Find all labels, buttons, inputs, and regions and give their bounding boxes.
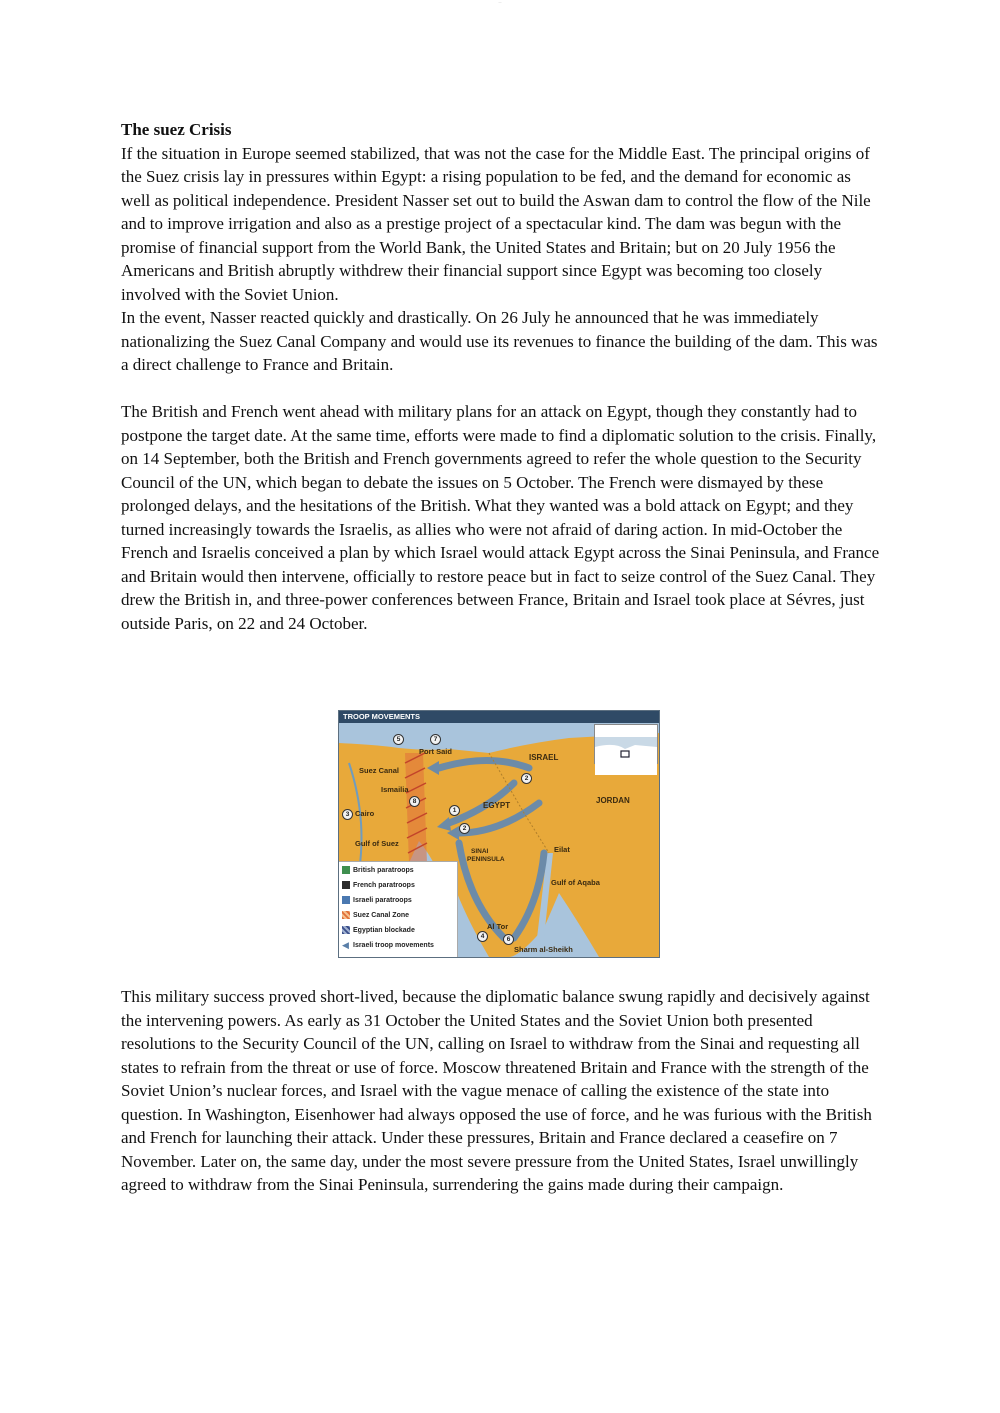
legend-french-paratroops [342,880,415,892]
aftermath-paragraph: This military success proved short-lived, because the diplomatic balance swung rapidly and decisively against the intervening powers. As early as 31 October the United States and the Soviet Union both presented resolutions to the Security Council of the UN, calling on Israel to withdraw from the Sinai and requesting all states to refrain from the threat or use of force. Moscow threatened Britain and France with the strength of the Soviet Union’s nuclear forces, and Israel with the vague menace of calling the existence of the state into question. In Washington, Eisenhower had always opposed the use of force, and he was furious with the British and French for launching their attack. Under these pressures, Britain and France declared a ceasefire on 7 November. Later on, the same day, under the most severe pressure from the United States, Israel unwillingly agreed to withdraw from the Sinai Peninsula, surrendering the gains made during their campaign. [121,987,872,1194]
legend-egyptian-blockade [342,925,415,937]
document-title: The suez Crisis [121,120,232,139]
page-header-mark: — [498,0,502,4]
intro-section [121,118,881,377]
marker-4: 4 [477,931,488,942]
marker-2b: 2 [459,823,470,834]
marker-3: 3 [342,809,353,820]
label-cairo: Cairo [355,809,375,818]
legend-british-paratroops [342,865,414,877]
label-sinai: SINAI [471,848,489,855]
plans-section [121,400,881,635]
legend-israeli-paratroops [342,895,412,907]
label-egypt: EGYPT [483,801,511,810]
map-legend [339,861,458,958]
locator-graphic [595,737,657,775]
label-gulf-of-aqaba: Gulf of Aqaba [551,878,600,887]
legend-label: Israeli paratroops [353,897,412,904]
label-ismailia: Ismailia [381,785,409,794]
label-gulf-of-suez: Gulf of Suez [355,839,399,848]
label-suez-canal: Suez Canal [359,766,400,775]
blockade-icon [342,926,350,934]
locator-inset [594,724,658,764]
troop-movements-map [338,710,660,958]
map-title: TROOP MOVEMENTS [339,711,659,723]
label-peninsula: PENINSULA [467,856,505,863]
intro-paragraph-1: If the situation in Europe seemed stabilized, that was not the case for the Middle East. The principal origins of the Suez crisis lay in pressures within Egypt: a rising population to be fed, and the demand for economic as well as political independence. President Nasser set out to build the Aswan dam to control the flow of the Nile and to improve irrigation and also as a prestige project of a spectacular kind. The dam was begun with the promise of financial support from the World Bank, the United States and Britain; but on 20 July 1956 the Americans and British abruptly withdrew their financial support since Egypt was becoming too closely involved with the Soviet Union. [121,143,871,304]
legend-suez-canal-zone [342,910,409,922]
marker-6: 6 [503,934,514,945]
legend-label: Egyptian blockade [353,927,415,934]
marker-8: 8 [409,796,420,807]
legend-label: Suez Canal Zone [353,912,410,919]
label-eilat: Eilat [554,845,570,854]
hatch-icon [342,911,350,919]
israeli-paratroop-icon [342,896,350,904]
french-paratroop-icon [342,881,350,889]
marker-2a: 2 [521,773,532,784]
plans-paragraph: The British and French went ahead with military plans for an attack on Egypt, though they constantly had to postpone the target date. At the same time, efforts were made to find a diplomatic solution to the crisis. Finally, on 14 September, both the British and French governments agreed to refer the whole question to the Security Council of the UN, which began to debate the issues on 5 October. The French were dismayed by these prolonged delays, and the hesitations of the British. What they wanted was a bold attack on Egypt; and they turned increasingly towards the Israelis, as allies who were not afraid of daring action. In mid-October the French and Israelis conceived a plan by which Israel would attack Egypt across the Sinai Peninsula, and France and Britain would then intervene, officially to restore peace but in fact to seize control of the Suez Canal. They drew the British in, and three-power conferences between France, Britain and Israel took place at Sévres, just outside Paris, on 22 and 24 October. [121,402,880,633]
legend-label: British paratroops [353,867,414,874]
label-israel: ISRAEL [529,753,559,762]
label-port-said: Port Said [419,747,452,756]
label-jordan: JORDAN [596,796,630,805]
marker-7: 7 [430,734,441,745]
legend-israeli-troop-movements [342,940,434,952]
label-sharm: Sharm al-Sheikh [514,945,573,954]
arrow-left-icon: ◀ [342,940,349,951]
british-paratroop-icon [342,866,350,874]
legend-label: French paratroops [353,882,415,889]
marker-1: 1 [449,805,460,816]
aftermath-section [121,985,881,1197]
marker-5: 5 [393,734,404,745]
legend-label: Israeli troop movements [353,942,434,949]
intro-paragraph-2: In the event, Nasser reacted quickly and drastically. On 26 July he announced that he was immediately nationalizing the Suez Canal Company and would use its revenues to finance the building of the dam. This was a direct challenge to France and Britain. [121,308,878,374]
label-al-tor: Al Tor [487,922,509,931]
